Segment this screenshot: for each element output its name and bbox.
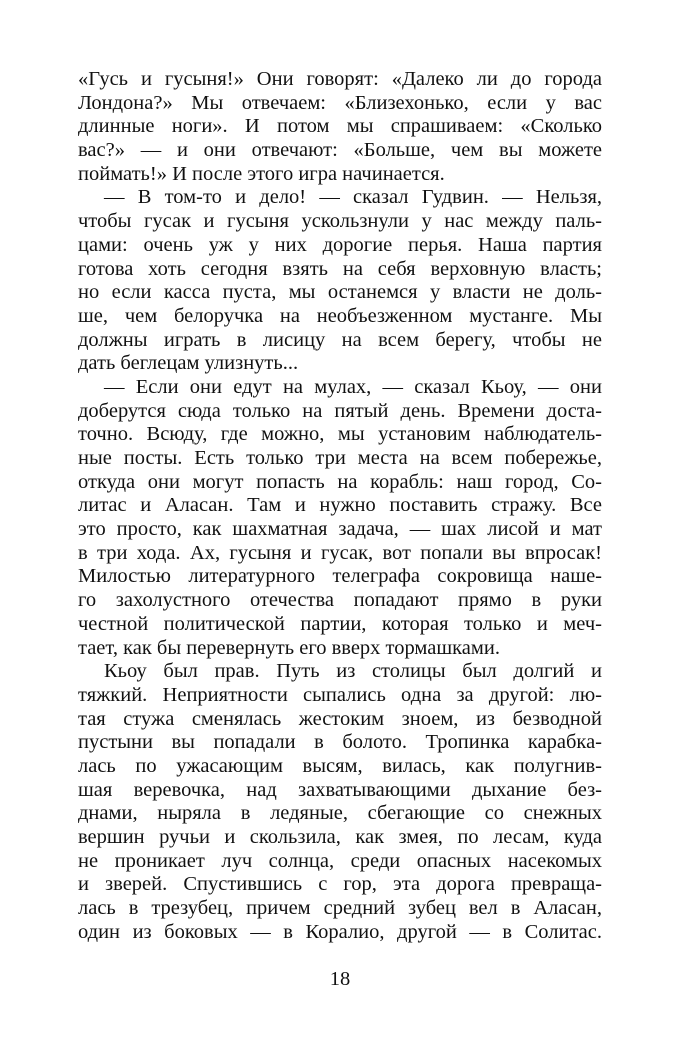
text-line: — В том-то и дело! — сказал Гудвин. — Нельзя, — [104, 186, 602, 209]
body-text — [78, 68, 602, 944]
text-line: чтобы гусак и гусыня ускользнули у нас между паль- — [78, 210, 602, 233]
text-line: точно. Всюду, где можно, мы установим наблюдатель- — [78, 423, 602, 446]
text-line: должны играть в лисицу на всем берегу, чтобы не — [78, 328, 602, 351]
text-line: — Если они едут на мулах, — сказал Кьоу, — они — [104, 375, 602, 398]
text-line: это просто, как шахматная задача, — шах лисой и мат — [78, 518, 602, 541]
text-line: ные посты. Есть только три места на всем побережье, — [78, 447, 602, 469]
text-line: тяжкий. Неприятности сыпались одна за другой: лю- — [78, 683, 602, 706]
text-line: поймать!» И после этого игра начинается. — [78, 162, 445, 185]
text-line: ше, чем белоручка на необъезженном мустанге. Мы — [78, 304, 602, 327]
text-line: вершин ручьи и скользила, как змея, по лесам, куда — [78, 826, 602, 848]
text-line: литас и Аласан. Там и нужно поставить стражу. Все — [78, 494, 602, 517]
text-line: шая веревочка, над захватывающими дыхание без- — [78, 778, 602, 801]
text-line: Лондона?» Мы отвечаем: «Близехонько, если у вас — [78, 91, 602, 114]
text-line: доберутся сюда только на пятый день. Времени доста- — [78, 399, 602, 422]
text-line: тая стужа сменялась жестоким зноем, из безводной — [78, 707, 602, 730]
text-line: и зверей. Спустившись с гор, эта дорога превраща- — [78, 873, 602, 896]
text-line: честной политической партии, которая только и меч- — [78, 612, 602, 635]
text-line: «Гусь и гусыня!» Они говорят: «Далеко ли до города — [78, 68, 602, 90]
text-line: Милостью литературного телеграфа сокровища наше- — [78, 565, 602, 588]
text-line: цами: очень уж у них дорогие перья. Наша партия — [78, 233, 602, 256]
text-line: длинные ноги». И потом мы спрашиваем: «Сколько — [78, 115, 602, 138]
page-number: 18 — [329, 968, 351, 990]
text-line: дать беглецам улизнуть... — [78, 352, 299, 375]
text-line: не проникает луч солнца, среди опасных насекомых — [78, 849, 602, 872]
text-line: в три хода. Ах, гусыня и гусак, вот попали вы впросак! — [78, 541, 602, 564]
text-line: днами, ныряла в ледяные, сбегающие со снежных — [78, 802, 602, 825]
text-line: вас?» — и они отвечают: «Больше, чем вы можете — [78, 139, 602, 162]
text-line: го захолустного отечества попадают прямо в руки — [78, 589, 602, 612]
text-line: один из боковых — в Коралио, другой — в Солитас. — [78, 920, 602, 943]
text-line: готова хоть сегодня взять на себя верховную власть; — [78, 257, 602, 280]
text-line: лась по ужасающим высям, вилась, как полугнив- — [78, 754, 602, 777]
text-line: тает, как бы перевернуть его вверх тормашками. — [78, 636, 500, 659]
text-line: лась в трезубец, причем средний зубец вел в Аласан, — [78, 897, 602, 920]
text-line: пустыни вы попадали в болото. Тропинка карабка- — [78, 731, 602, 754]
text-line: откуда они могут попасть на корабль: наш город, Со- — [78, 470, 602, 493]
text-line: но если касса пуста, мы останемся у власти не доль- — [78, 281, 602, 304]
text-line: Кьоу был прав. Путь из столицы был долгий и — [104, 660, 602, 683]
